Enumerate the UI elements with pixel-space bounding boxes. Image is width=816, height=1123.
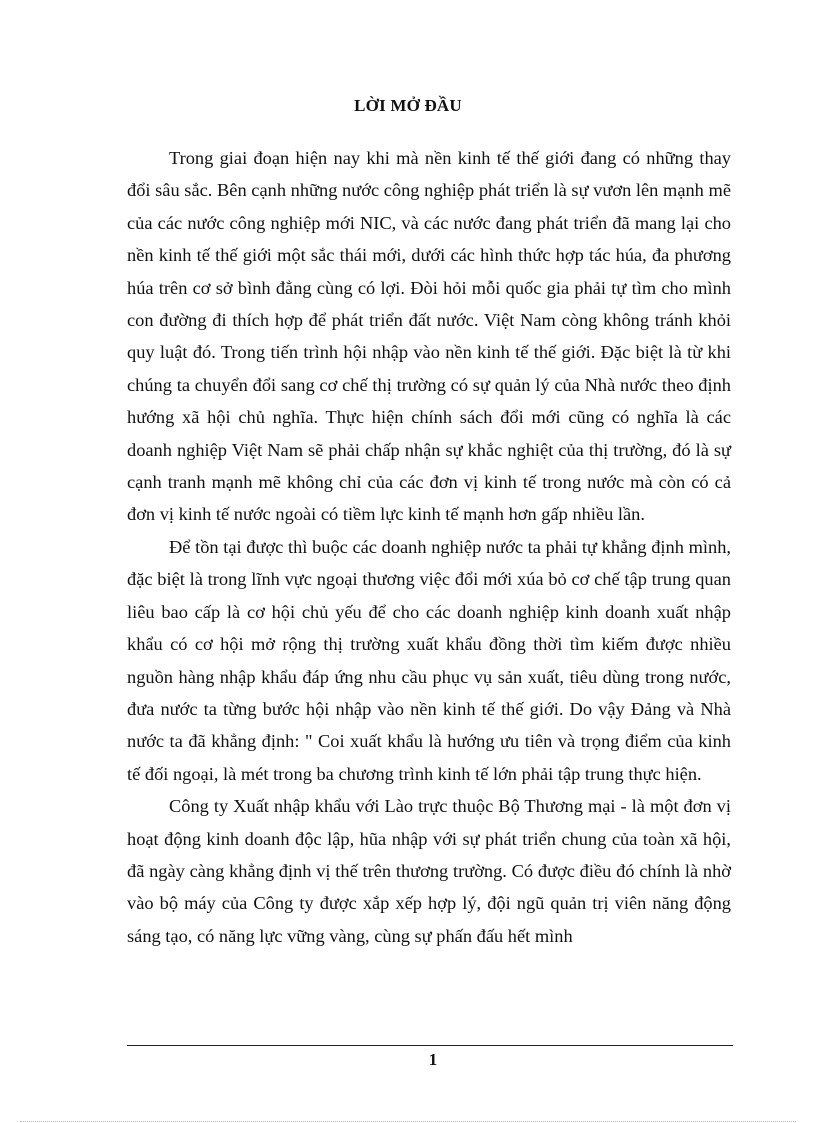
footer-divider <box>127 1045 733 1046</box>
paragraph-1: Trong giai đoạn hiện nay khi mà nền kinh tế thế giới đang có những thay đổi sâu sắc. Bên cạnh những nước công nghiệp phát triển là sự vươn lên mạnh mẽ của các nước công nghiệp mới NIC, và các nước đang phát triển đã mang lại cho nền kinh tế thế giới một sắc thái mới, dưới các hình thức hợp tác húa, đa phương húa trên cơ sở bình đẳng cùng có lợi. Đòi hỏi mỗi quốc gia phải tự tìm cho mình con đường đi thích hợp để phát triển đất nước. Việt Nam còng không tránh khỏi quy luật đó. Trong tiến trình hội nhập vào nền kinh tế thế giới. Đặc biệt là từ khi chúng ta chuyển đổi sang cơ chế thị trường có sự quản lý của Nhà nước theo định hướng xã hội chủ nghĩa. Thực hiện chính sách đổi mới cũng có nghĩa là các doanh nghiệp Việt Nam sẽ phải chấp nhận sự khắc nghiệt của thị trường, đó là sự cạnh tranh mạnh mẽ không chỉ của các đơn vị kinh tế trong nước mà còn có cả đơn vị kinh tế nước ngoài có tiềm lực kinh tế mạnh hơn gấp nhiều lần. <box>127 148 731 525</box>
page-number: 1 <box>428 1050 438 1069</box>
page-title: LỜI MỞ ĐẦU <box>354 96 462 115</box>
page-bottom-edge <box>20 1121 796 1122</box>
paragraph-3: Công ty Xuất nhập khẩu với Lào trực thuộc Bộ Thương mại - là một đơn vị hoạt động kinh doanh độc lập, hũa nhập với sự phát triển chung của toàn xã hội, đã ngày càng khẳng định vị thế trên thương trường. Có được điều đó chính là nhờ vào bộ máy của Công ty được xắp xếp hợp lý, đội ngũ quản trị viên năng động sáng tạo, có năng lực vững vàng, cùng sự phấn đấu hết mình <box>127 796 731 946</box>
body-text <box>127 142 731 952</box>
paragraph-2: Để tồn tại được thì buộc các doanh nghiệp nước ta phải tự khẳng định mình, đặc biệt là trong lĩnh vực ngoại thương việc đổi mới xúa bỏ cơ chế tập trung quan liêu bao cấp là cơ hội chủ yếu để cho các doanh nghiệp kinh doanh xuất nhập khẩu có cơ hội mở rộng thị trường xuất khẩu đồng thời tìm kiếm được nhiều nguồn hàng nhập khẩu đáp ứng nhu cầu phục vụ sản xuất, tiêu dùng trong nước, đưa nước ta từng bước hội nhập vào nền kinh tế thế giới. Do vậy Đảng và Nhà nước ta đã khẳng định: " Coi xuất khẩu là hướng ưu tiên và trọng điểm của kinh tế đối ngoại, là mét trong ba chương trình kinh tế lớn phải tập trung thực hiện. <box>127 536 731 784</box>
